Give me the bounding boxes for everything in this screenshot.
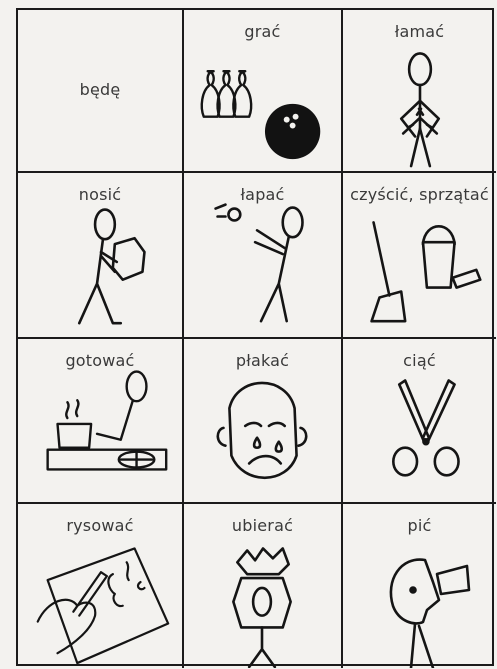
card-label: nosić [78, 185, 122, 204]
card-label: ciąć [403, 351, 436, 370]
card-czyscic [343, 173, 496, 339]
drinking-icon [343, 504, 496, 668]
drawing-hand-icon [18, 504, 182, 668]
card-rysowac [18, 504, 184, 668]
scissors-icon [343, 339, 496, 502]
card-label: łamać [394, 22, 445, 41]
card-lamac [343, 10, 496, 173]
card-grac [184, 10, 343, 173]
card-pic [343, 504, 496, 668]
crying-face-icon [184, 339, 341, 502]
card-label: rysować [66, 516, 134, 535]
card-label: łapać [240, 185, 285, 204]
card-bede [18, 10, 184, 173]
breaking-stick-icon [343, 10, 496, 171]
card-label: czyścić, sprzątać [350, 185, 489, 204]
card-nosic [18, 173, 184, 339]
cooking-stove-icon [18, 339, 182, 502]
card-gotowac [18, 339, 184, 504]
card-label: ubierać [231, 516, 294, 535]
card-ciac [343, 339, 496, 504]
carrying-box-icon [18, 173, 182, 337]
card-label: płakać [235, 351, 290, 370]
card-ubierac [184, 504, 343, 668]
card-label: gotować [65, 351, 135, 370]
broom-bucket-icon [343, 173, 496, 337]
catching-ball-icon [184, 173, 341, 337]
card-label: będę [79, 80, 121, 99]
card-lapac [184, 173, 343, 339]
card-label: pić [407, 516, 432, 535]
card-label: grać [244, 22, 281, 41]
dressing-icon [184, 504, 341, 668]
picture-card-grid [16, 8, 494, 666]
bowling-icon [184, 10, 341, 171]
card-plakac [184, 339, 343, 504]
